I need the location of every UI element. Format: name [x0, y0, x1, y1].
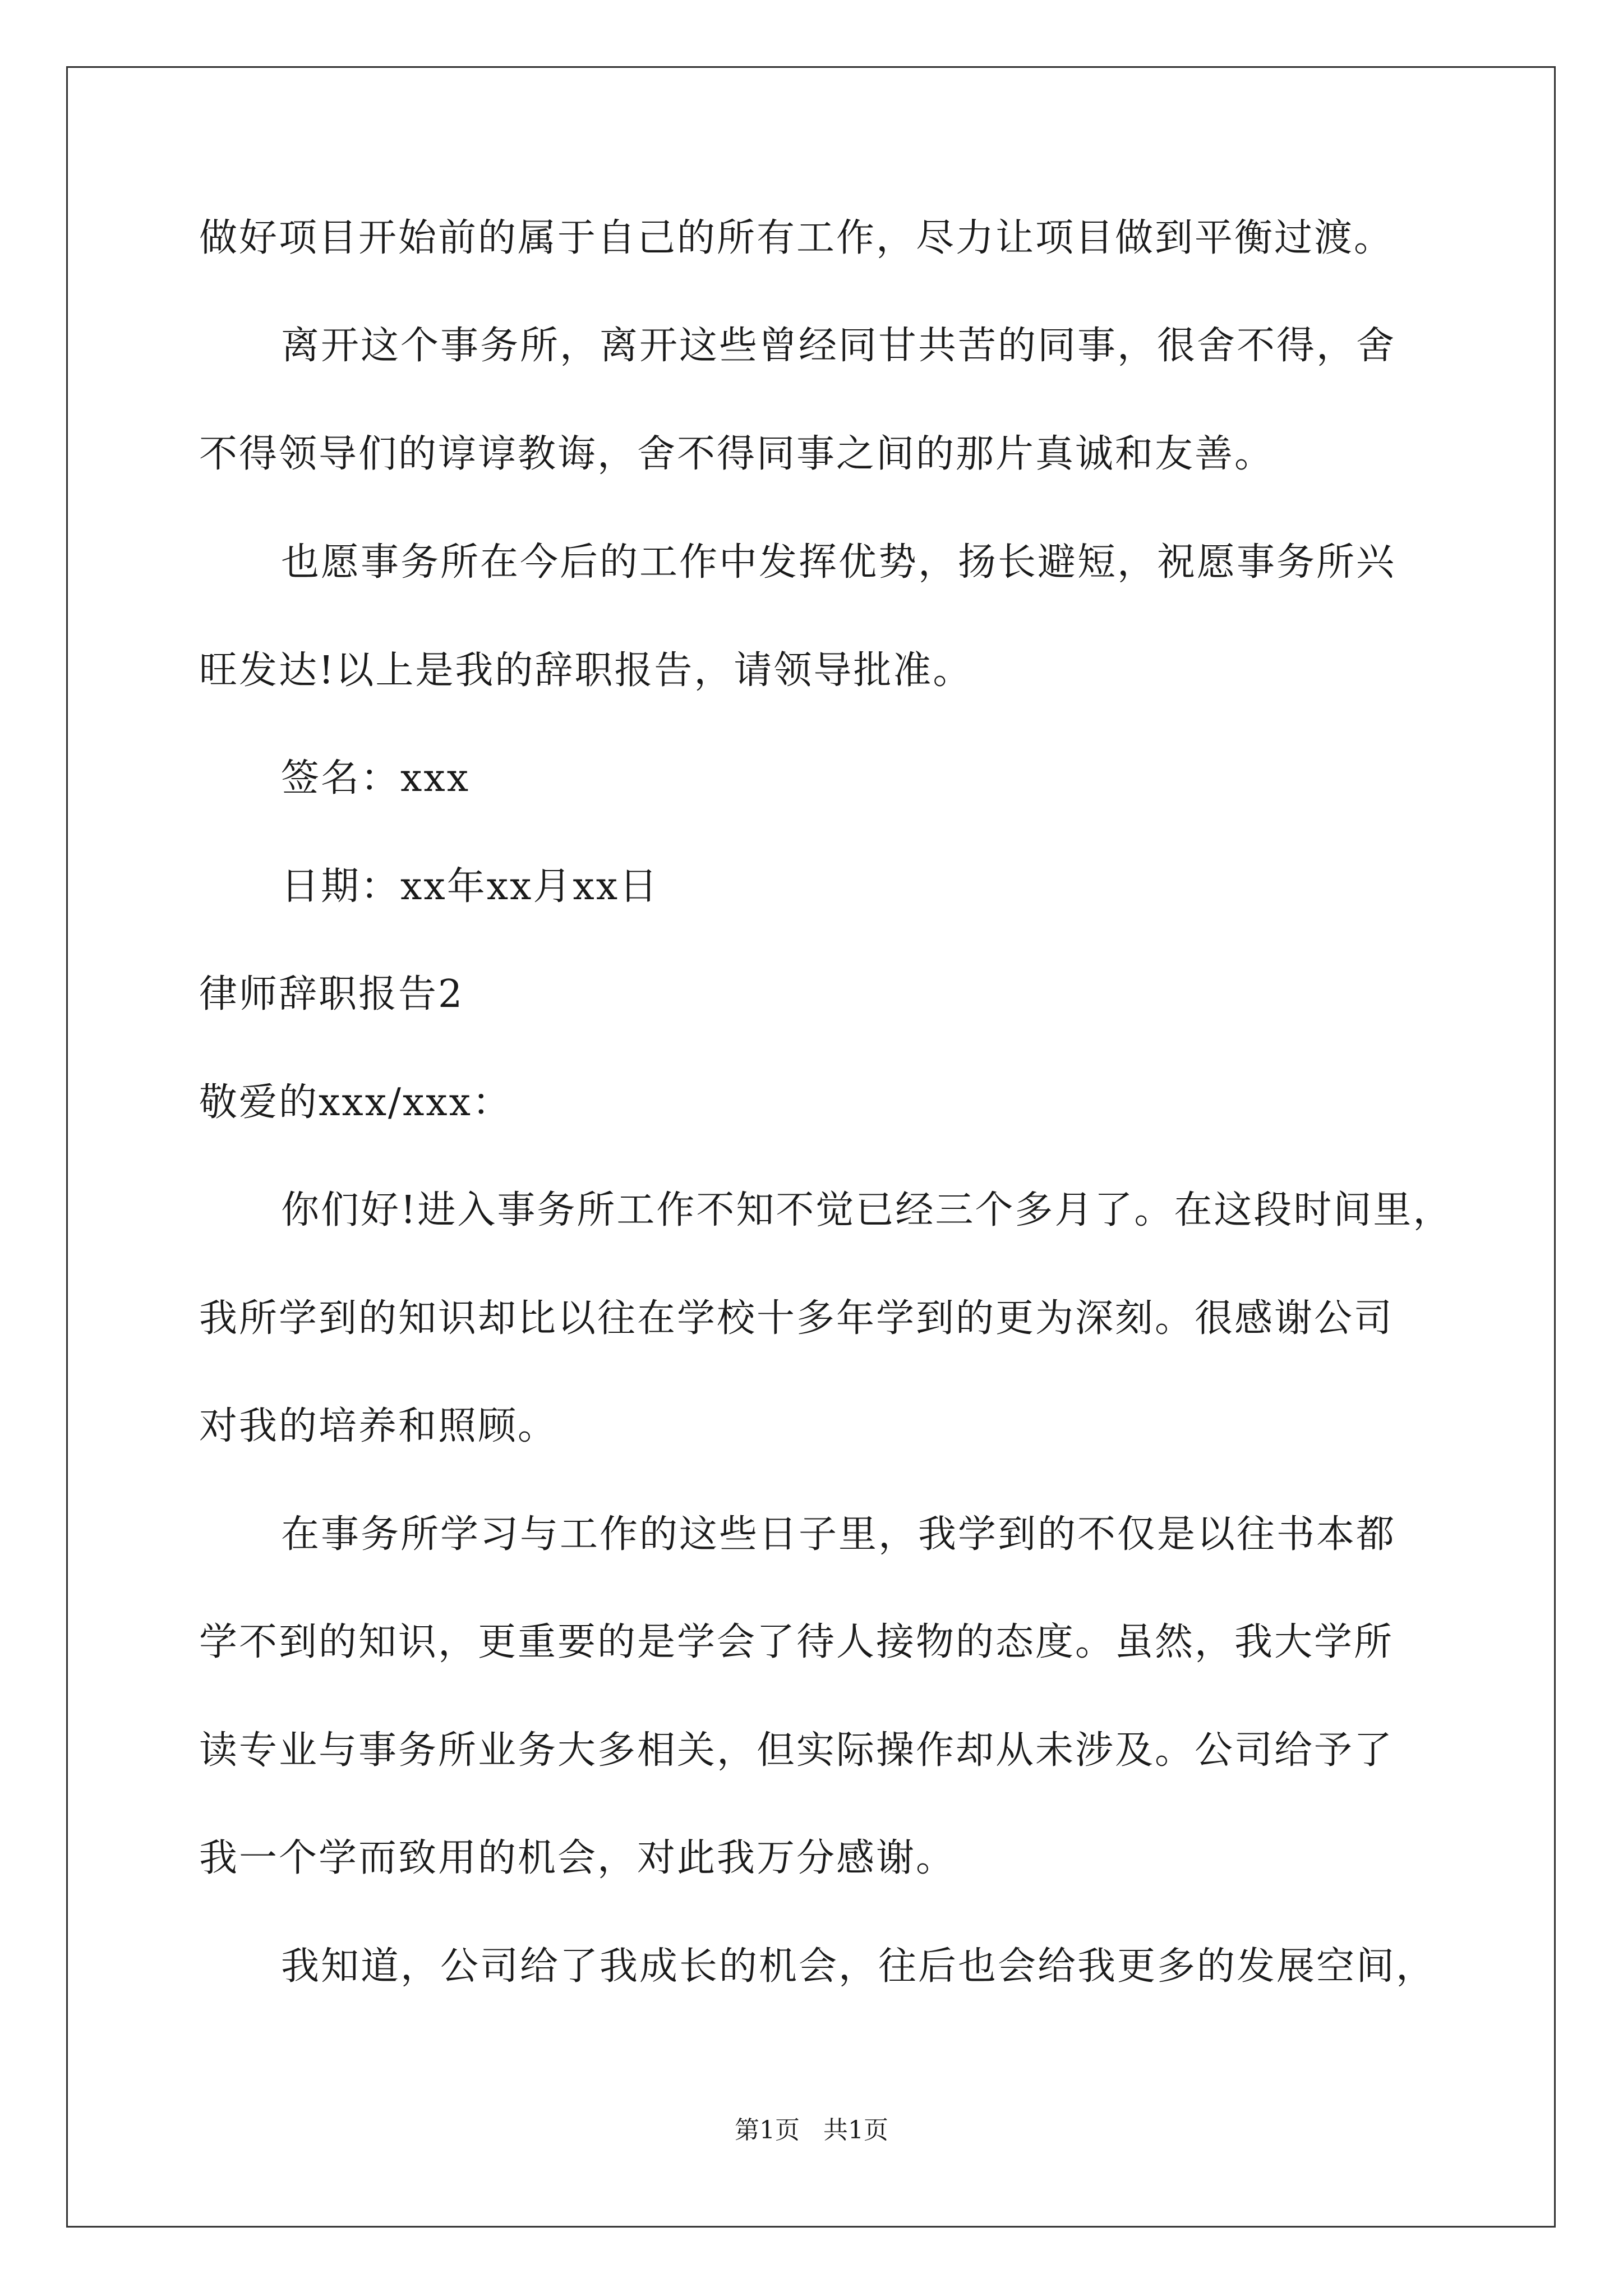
text-line: 我一个学而致用的机会，对此我万分感谢。	[199, 1836, 956, 1880]
page-border	[66, 66, 1556, 2228]
section-title: 律师辞职报告2	[199, 972, 464, 1016]
text-line: 我知道，公司给了我成长的机会，往后也会给我更多的发展空间，	[281, 1944, 1436, 1989]
page-number-footer: 第1页 共1页	[735, 2116, 888, 2145]
text-line: 离开这个事务所，离开这些曾经同甘共苦的同事，很舍不得，舍	[281, 324, 1396, 368]
date-line: 日期：xx年xx月xx日	[281, 864, 660, 909]
text-line: 学不到的知识，更重要的是学会了待人接物的态度。虽然，我大学所	[199, 1620, 1394, 1664]
text-line: 对我的培养和照顾。	[199, 1404, 558, 1448]
salutation: 敬爱的xxx/xxx：	[199, 1080, 513, 1125]
signature-line: 签名：xxx	[281, 756, 471, 800]
text-line: 不得领导们的谆谆教诲，舍不得同事之间的那片真诚和友善。	[199, 432, 1275, 476]
text-line: 在事务所学习与工作的这些日子里，我学到的不仅是以往书本都	[281, 1512, 1396, 1557]
text-line: 读专业与事务所业务大多相关，但实际操作却从未涉及。公司给予了	[199, 1728, 1394, 1773]
text-line: 旺发达!以上是我的辞职报告，请领导批准。	[199, 648, 973, 693]
text-line: 也愿事务所在今后的工作中发挥优势，扬长避短，祝愿事务所兴	[281, 540, 1396, 585]
text-line: 做好项目开始前的属于自己的所有工作，尽力让项目做到平衡过渡。	[199, 216, 1394, 260]
text-line: 你们好!进入事务所工作不知不觉已经三个多月了。在这段时间里，	[281, 1188, 1453, 1232]
text-line: 我所学到的知识却比以往在学校十多年学到的更为深刻。很感谢公司	[199, 1296, 1394, 1341]
